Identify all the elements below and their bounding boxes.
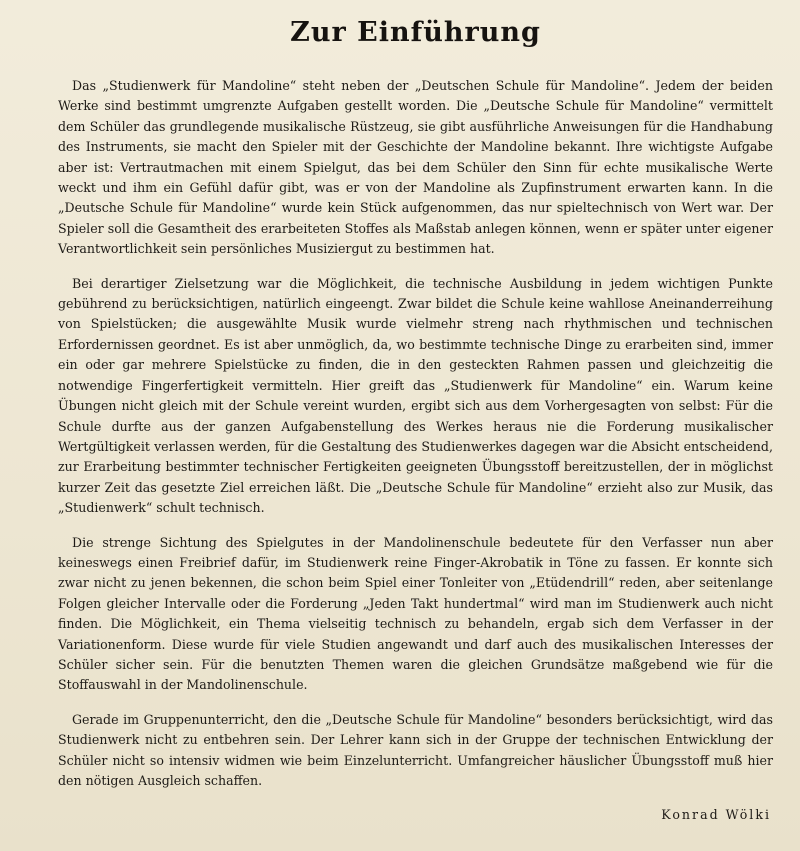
paragraph-1: Das „Studienwerk für Mandoline“ steht neben der „Deutschen Schule für Mandoline“. Jedem der beiden Werke sind bestimmt umgrenzte Aufgaben gestellt worden. Die „Deutsche Schule für Mandoline“ vermittelt dem Schüler das grundlegende musikalische Rüstzeug, sie gibt ausführliche Anweisungen für die Handhabung des Instruments, sie macht den Spieler mit der Geschichte der Mandoline bekannt. Ihre wichtigste Aufgabe aber ist: Vertrautmachen mit einem Spielgut, das bei dem Schüler den Sinn für echte musikalische Werte weckt und ihm ein Gefühl dafür gibt, was er von der Mandoline als Zupfinstrument erwarten kann. In die „Deutsche Schule für Mandoline“ wurde kein Stück aufgenommen, das nur spieltechnisch von Wert war. Der Spieler soll die Gesamtheit des erarbeiteten Stoffes als Maßstab anlegen können, wenn er später unter eigener Verantwortlichkeit sein persönliches Musiziergut zu bestimmen hat. <box>58 78 773 257</box>
paragraph-2: Bei derartiger Zielsetzung war die Möglichkeit, die technische Ausbildung in jedem wichtigen Punkte gebührend zu berücksichtigen, natürlich eingeengt. Zwar bildet die Schule keine wahllose Aneinanderreihung von Spielstücken; die ausgewählte Musik wurde vielmehr streng nach rhythmischen und technischen Erfordernissen geordnet. Es ist aber unmöglich, da, wo bestimmte technische Dinge zu erarbeiten sind, immer ein oder gar mehrere Spielstücke zu finden, die in den gesteckten Rahmen passen und gleichzeitig die notwendige Fingerfertigkeit vermitteln. Hier greift das „Studienwerk für Mandoline“ ein. Warum keine Übungen nicht gleich mit der Schule vereint wurden, ergibt sich aus dem Vorhergesagten von selbst: Für die Schule durfte aus der ganzen Aufgabenstellung des Werkes heraus nie die Forderung musikalischer Wertgültigkeit verlassen werden, für die Gestaltung des Studienwerkes dagegen war die Absicht entscheidend, zur Erarbeitung bestimmter technischer Fertigkeiten geeigneten Übungsstoff bereitzustellen, der in möglichst kurzer Zeit das gesetzte Ziel erreichen läßt. Die „Deutsche Schule für Mandoline“ erzieht also zur Musik, das „Studienwerk“ schult technisch. <box>58 275 773 516</box>
author-signature: Konrad Wölki <box>661 807 771 823</box>
paragraph-4: Gerade im Gruppenunterricht, den die „Deutsche Schule für Mandoline“ besonders berücksichtigt, wird das Studienwerk nicht zu entbehren sein. Der Lehrer kann sich in der Gruppe der technischen Entwicklung der Schüler nicht so intensiv widmen wie beim Einzelunterricht. Umfangreicher häuslicher Übungsstoff muß hier den nötigen Ausgleich schaffen. <box>58 711 773 788</box>
paragraph-3: Die strenge Sichtung des Spielgutes in der Mandolinenschule bedeutete für den Verfasser nun aber keineswegs einen Freibrief dafür, im Studienwerk reine Finger-Akrobatik in Töne zu fassen. Er konnte sich zwar nicht zu jenen bekennen, die schon beim Spiel einer Tonleiter von „Etüdendrill“ reden, aber seitenlange Folgen gleicher Intervalle oder die Forderung „Jeden Takt hundertmal“ wird man im Studienwerk auch nicht finden. Die Möglichkeit, ein Thema vielseitig technisch zu behandeln, ergab sich dem Verfasser in der Variationenform. Diese wurde für viele Studien angewandt und darf auch des musikalischen Interesses der Schüler sicher sein. Für die benutzten Themen waren die gleichen Grundsätze maßgebend wie für die Stoffauswahl in der Mandolinenschule. <box>58 534 773 693</box>
body-text <box>58 76 773 791</box>
page-title: Zur Einführung <box>290 17 541 48</box>
